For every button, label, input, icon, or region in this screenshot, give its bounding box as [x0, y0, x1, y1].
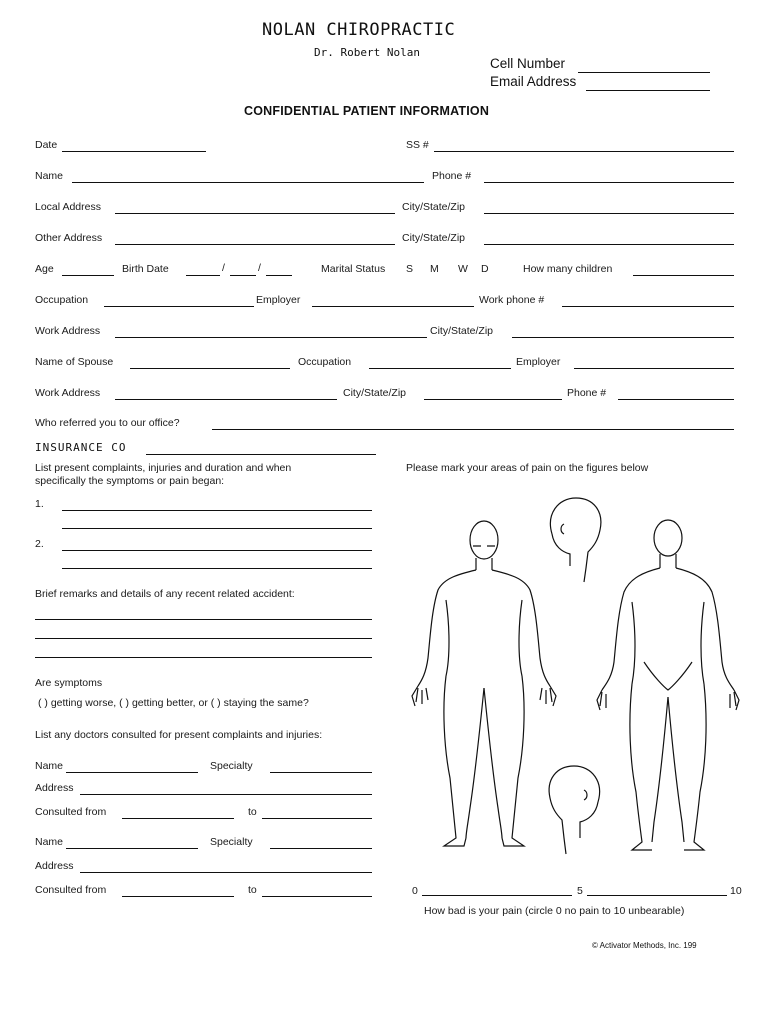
doctors-consulted-label: List any doctors consulted for present complaints and injuries: — [35, 729, 323, 741]
doctor-name: Dr. Robert Nolan — [314, 46, 420, 59]
spouse-employer-field[interactable] — [574, 368, 734, 369]
birth-date-label: Birth Date — [122, 263, 169, 275]
back-body-figure[interactable] — [594, 512, 744, 857]
local-address-field[interactable] — [115, 213, 395, 214]
email-address-field[interactable] — [586, 90, 710, 91]
other-address-field[interactable] — [115, 244, 395, 245]
ss-label: SS # — [406, 139, 429, 151]
pain-scale-line-right — [587, 895, 727, 896]
doctor2-name-label: Name — [35, 836, 64, 848]
doctor1-specialty-label: Specialty — [210, 760, 253, 772]
phone-field[interactable] — [484, 182, 734, 183]
doctor2-name-field[interactable] — [66, 848, 198, 849]
complaints-label-1: List present complaints, injuries and duration and when — [35, 462, 292, 474]
doctor2-from-field[interactable] — [122, 896, 234, 897]
spouse-work-address-field[interactable] — [115, 399, 337, 400]
marital-option-m[interactable]: M — [430, 263, 439, 275]
spouse-employer-label: Employer — [516, 356, 561, 368]
doctor2-address-label: Address — [35, 860, 74, 872]
other-address-label: Other Address — [35, 232, 103, 244]
age-field[interactable] — [62, 275, 114, 276]
pain-scale-0[interactable]: 0 — [412, 885, 418, 897]
local-city-label: City/State/Zip — [402, 201, 466, 213]
complaint-1-line-1[interactable] — [62, 510, 372, 511]
pain-scale-10[interactable]: 10 — [730, 885, 742, 897]
spouse-city-field[interactable] — [424, 399, 562, 400]
date-label: Date — [35, 139, 58, 151]
remarks-label: Brief remarks and details of any recent related accident: — [35, 588, 295, 600]
marital-option-d[interactable]: D — [481, 263, 489, 275]
name-field[interactable] — [72, 182, 424, 183]
doctor2-to-field[interactable] — [262, 896, 372, 897]
spouse-city-label: City/State/Zip — [343, 387, 407, 399]
spouse-occupation-field[interactable] — [369, 368, 511, 369]
pain-scale-line-left — [422, 895, 572, 896]
other-city-label: City/State/Zip — [402, 232, 466, 244]
symptoms-label: Are symptoms — [35, 677, 103, 689]
children-label: How many children — [523, 263, 613, 275]
head-side-view-bottom[interactable] — [540, 762, 610, 857]
doctor1-address-label: Address — [35, 782, 74, 794]
marital-option-s[interactable]: S — [406, 263, 414, 275]
complaint-1-line-2[interactable] — [62, 528, 372, 529]
complaints-label-2: specifically the symptoms or pain began: — [35, 475, 225, 487]
occupation-label: Occupation — [35, 294, 89, 306]
work-phone-label: Work phone # — [479, 294, 545, 306]
doctor2-address-field[interactable] — [80, 872, 372, 873]
spouse-name-field[interactable] — [130, 368, 290, 369]
head-side-view-top[interactable] — [540, 494, 610, 584]
marital-status-label: Marital Status — [321, 263, 386, 275]
complaint-2-line-2[interactable] — [62, 568, 372, 569]
referred-label: Who referred you to our office? — [35, 417, 180, 429]
employer-label: Employer — [256, 294, 301, 306]
doctor1-to-label: to — [248, 806, 257, 818]
doctor2-specialty-label: Specialty — [210, 836, 253, 848]
local-city-field[interactable] — [484, 213, 734, 214]
occupation-field[interactable] — [104, 306, 254, 307]
name-label: Name — [35, 170, 64, 182]
local-address-label: Local Address — [35, 201, 101, 213]
mark-pain-label: Please mark your areas of pain on the figures below — [406, 462, 649, 474]
remarks-line-2[interactable] — [35, 638, 372, 639]
complaint-number-2: 2. — [35, 538, 44, 550]
date-field[interactable] — [62, 151, 206, 152]
age-label: Age — [35, 263, 54, 275]
complaint-number-1: 1. — [35, 498, 44, 510]
phone-label: Phone # — [432, 170, 472, 182]
work-address-field[interactable] — [115, 337, 427, 338]
work-address-label: Work Address — [35, 325, 101, 337]
remarks-line-1[interactable] — [35, 619, 372, 620]
insurance-field[interactable] — [146, 454, 376, 455]
referred-field[interactable] — [212, 429, 734, 430]
symptoms-options[interactable]: ( ) getting worse, ( ) getting better, or ( ) staying the same? — [38, 697, 309, 709]
doctor1-name-field[interactable] — [66, 772, 198, 773]
birth-slash-2: / — [258, 262, 261, 274]
doctor2-specialty-field[interactable] — [270, 848, 372, 849]
doctor2-consulted-label: Consulted from — [35, 884, 107, 896]
spouse-name-label: Name of Spouse — [35, 356, 114, 368]
remarks-line-3[interactable] — [35, 657, 372, 658]
doctor1-address-field[interactable] — [80, 794, 372, 795]
marital-option-w[interactable]: W — [458, 263, 468, 275]
work-phone-field[interactable] — [562, 306, 734, 307]
copyright: © Activator Methods, Inc. 199 — [592, 941, 697, 950]
employer-field[interactable] — [312, 306, 474, 307]
ss-field[interactable] — [434, 151, 734, 152]
work-city-field[interactable] — [512, 337, 734, 338]
spouse-occupation-label: Occupation — [298, 356, 352, 368]
doctor1-name-label: Name — [35, 760, 64, 772]
insurance-label: INSURANCE CO — [35, 441, 127, 454]
cell-number-label: Cell Number — [490, 56, 566, 71]
form-title: CONFIDENTIAL PATIENT INFORMATION — [244, 104, 490, 118]
spouse-phone-field[interactable] — [618, 399, 734, 400]
doctor1-consulted-label: Consulted from — [35, 806, 107, 818]
pain-scale-caption: How bad is your pain (circle 0 no pain to 10 unbearable) — [424, 905, 685, 917]
doctor2-to-label: to — [248, 884, 257, 896]
doctor1-from-field[interactable] — [122, 818, 234, 819]
children-field[interactable] — [633, 275, 734, 276]
spouse-phone-label: Phone # — [567, 387, 607, 399]
birth-day-field[interactable] — [230, 275, 256, 276]
birth-slash-1: / — [222, 262, 225, 274]
doctor1-specialty-field[interactable] — [270, 772, 372, 773]
work-city-label: City/State/Zip — [430, 325, 494, 337]
email-address-label: Email Address — [490, 74, 577, 89]
spouse-work-address-label: Work Address — [35, 387, 101, 399]
doctor1-to-field[interactable] — [262, 818, 372, 819]
other-city-field[interactable] — [484, 244, 734, 245]
cell-number-field[interactable] — [578, 72, 710, 73]
birth-year-field[interactable] — [266, 275, 292, 276]
pain-scale-5[interactable]: 5 — [577, 885, 583, 897]
birth-month-field[interactable] — [186, 275, 220, 276]
clinic-name: NOLAN CHIROPRACTIC — [262, 20, 456, 40]
complaint-2-line-1[interactable] — [62, 550, 372, 551]
